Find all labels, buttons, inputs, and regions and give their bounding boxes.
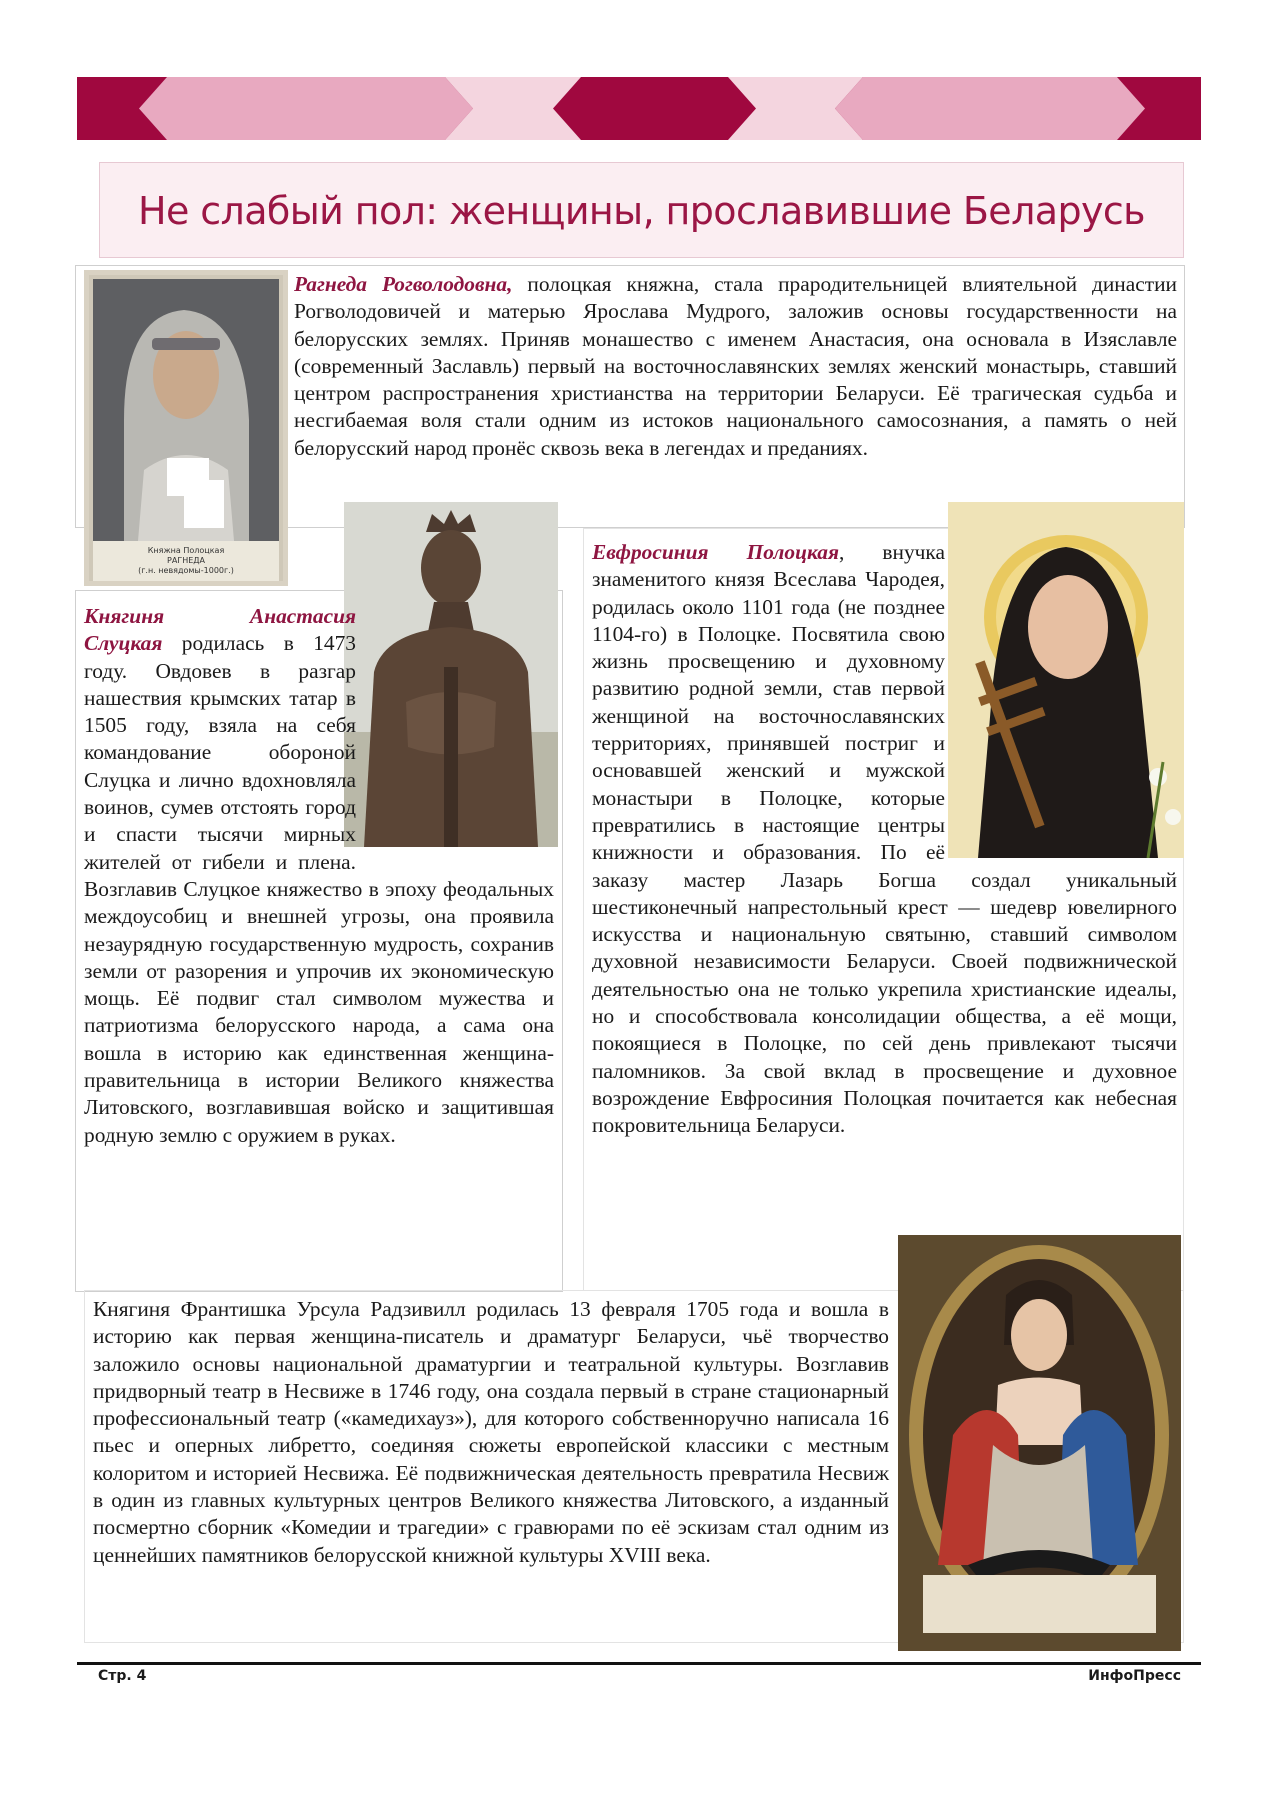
anastasia-text: родилась в 1473 году. Овдовев в разгар нашествия крымских татар в 1505 году, взяла на себя командование обороной Слуцка и лично вдохновляла воинов, сумев отстоять город и спасти тысячи мирных жителей от гибели и плена. Возглавив Слуцкое княжество в эпоху феодальных междоусобиц и внешней угрозы, она проявила незаурядную государственную мудрость, сохранив земли от разорения и упрочив их экономическую мощь. Её подвиг стал символом мужества и патриотизма белорусского народа, а сама она вошла в историю как единственная женщина-правительница в истории Великого княжества Литовского, возглавившая войско и защитившая родную землю с оружием в руках. — [84, 631, 554, 1147]
evfrosinia-paragraph — [592, 539, 1177, 1140]
ragneda-name: Рагнеда Рогволодовна, — [294, 272, 513, 296]
ragneda-caption-line1: Княжна Полоцкая — [147, 546, 225, 555]
anastasia-name: Княгиня Анастасия Слуцкая — [84, 604, 356, 656]
urszula-paragraph — [93, 1296, 889, 1569]
footer-rule — [77, 1662, 1201, 1665]
title-box — [99, 162, 1184, 258]
ragneda-text: полоцкая княжна, стала прародительницей влиятельной династии Рогволодовичей и матерью Ярослава Мудрого, заложив основы государственности на белорусских землях. Приняв монашество с именем Анастасия, она основала в Изяславле (современный Заславль) первый на восточнославянских землях женский монастырь, ставший центром распространения христианства на территории Беларуси. Её трагическая судьба и несгибаемая воля стали одним из истоков национального самосознания, а память о ней белорусский народ пронёс сквозь века в легендах и преданиях. — [294, 272, 1177, 460]
header-banner — [77, 77, 1201, 140]
page-number: Стр. 4 — [98, 1668, 147, 1684]
ragneda-paragraph — [294, 271, 1177, 462]
ragneda-portrait — [84, 270, 288, 586]
urszula-text: Княгиня Франтишка Урсула Радзивилл родилась 13 февраля 1705 года и вошла в историю как первая женщина-писатель и драматург Беларуси, чьё творчество заложило основы национальной драматургии и театральной культуры. Возглавив придворный театр в Несвиже в 1746 году, она создала первый в стране стационарный профессиональный театр («камедихауз»), для которого собственноручно написала 16 пьес и оперных либретто, соединяя сюжеты европейской классики с местным колоритом и историей Несвижа. Её подвижническая деятельность превратила Несвиж в один из главных культурных центров Великого княжества Литовского, а изданный посмертно сборник «Комедии и трагедии» с гравюрами по её эскизам стал одним из ценнейших памятников белорусской книжной культуры XVIII века. — [93, 1297, 889, 1567]
publisher-name: ИнфоПресс — [1088, 1668, 1181, 1684]
urszula-portrait — [898, 1235, 1181, 1651]
page-title: Не слабый пол: женщины, прославившие Беларусь — [138, 189, 1145, 233]
ragneda-caption-line3: (г.н. невядомы-1000г.) — [138, 566, 234, 575]
evfrosinia-text: , внучка знаменитого князя Всеслава Чародея, родилась около 1101 года (не позднее 1104-го) в Полоцке. Посвятила свою жизнь просвещению и духовному развитию родной земли, став первой женщиной на восточнославянских территориях, принявшей постриг и основавшей женский и мужской монастыри в Полоцке, которые превратились в настоящие центры книжности и образования. По её заказу мастер Лазарь Богша создал уникальный шестиконечный напрестольный крест — шедевр ювелирного искусства и национальную святыню, ставший символом духовной независимости Беларуси. Своей подвижнической деятельностью она не только укрепила христианские идеалы, но и способствовала консолидации общества, а её мощи, покоящиеся в Полоцке, по сей день привлекают тысячи паломников. За свой вклад в просвещение и духовное возрождение Евфросиния Полоцкая почитается как небесная покровительница Беларуси. — [592, 540, 1177, 1138]
evfrosinia-name: Евфросиния Полоцкая — [592, 540, 840, 564]
evfrosinia-float-spacer — [945, 539, 1177, 864]
anastasia-paragraph — [84, 603, 554, 1149]
anastasia-float-spacer — [356, 603, 554, 849]
ragneda-caption-line2: РАГНЕДА — [167, 556, 205, 565]
